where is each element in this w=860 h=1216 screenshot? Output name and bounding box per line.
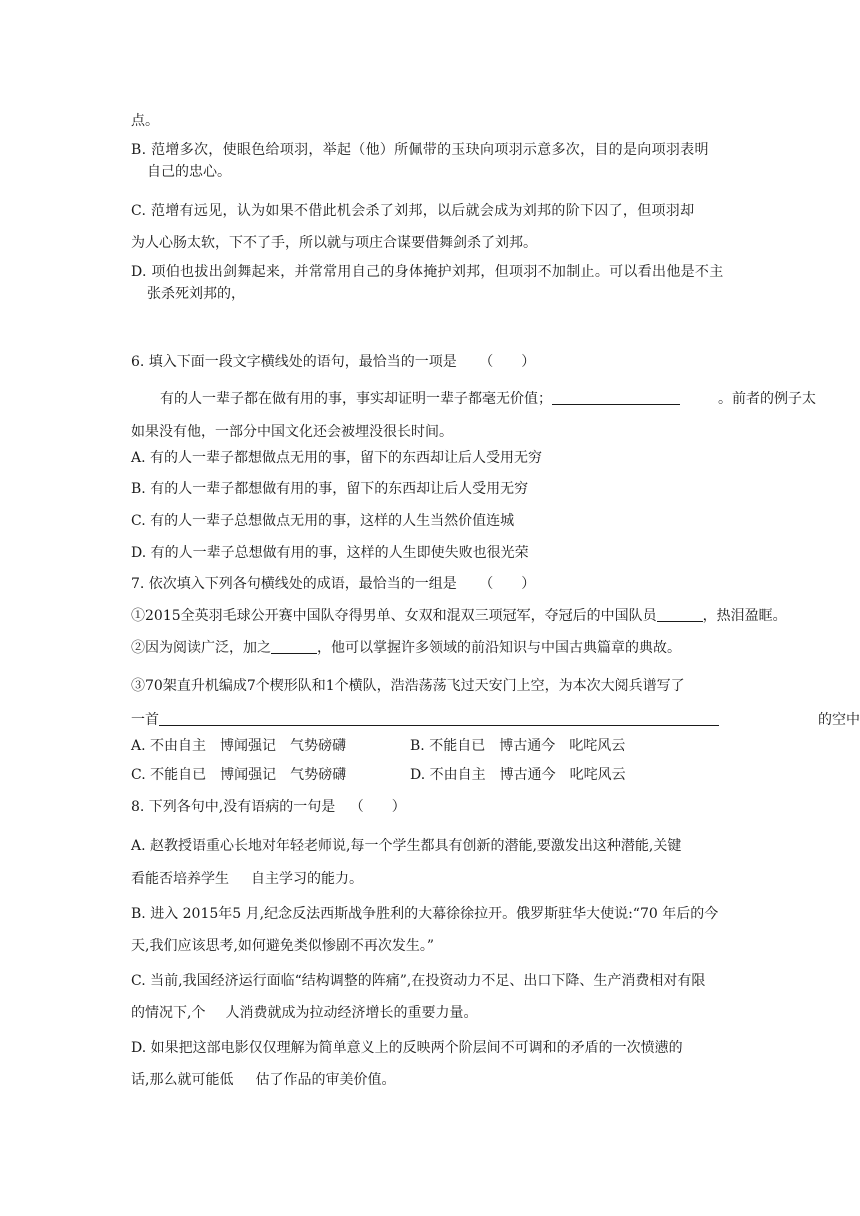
q7-sentence-2 bbox=[131, 638, 681, 658]
q6-passage-text-b: 。前者的例子太 bbox=[718, 391, 816, 407]
q7-option-d: D. 不由自主 博古通今 叱咤风云 bbox=[410, 767, 626, 783]
q5-option-d-line1: D. 项伯也拔出剑舞起来，并常常用自己的身体掩护刘邦，但项羽不加制止。可以看出他是不主 bbox=[131, 264, 724, 280]
q7-option-a: A. 不由自主 博闻强记 气势磅礴 bbox=[131, 738, 347, 754]
q7-stem bbox=[131, 574, 535, 594]
q7-option-b: B. 不能自已 博古通今 叱咤风云 bbox=[410, 738, 626, 754]
q8-answer-paren: （ ） bbox=[349, 799, 406, 815]
q8-option-d-line2-b: 估了作品的审美价值。 bbox=[255, 1072, 396, 1088]
q8-option-c-line2-a: 的情况下,个 bbox=[131, 1005, 206, 1021]
q8-option-a-line2-b: 自主学习的能力。 bbox=[251, 871, 363, 887]
q7-stem-text: 7. 依次填入下列各句横线处的成语，最恰当的一组是 bbox=[131, 576, 457, 592]
q6-passage-text-a: 有的人一辈子都在做有用的事，事实却证明一辈子都毫无价值； bbox=[160, 391, 552, 407]
q6-passage-line1 bbox=[160, 389, 816, 409]
q8-option-d-line2 bbox=[131, 1070, 395, 1090]
q6-stem-text: 6. 填入下面一段文字横线处的语句，最恰当的一项是 bbox=[131, 354, 457, 370]
q8-option-c-line2-b: 人消费就成为拉动经济增长的重要力量。 bbox=[225, 1005, 478, 1021]
q5-option-c-line1: C. 范增有远见，认为如果不借此机会杀了刘邦，以后就会成为刘邦的阶下囚了，但项羽却 bbox=[131, 203, 695, 219]
q8-option-a-line2 bbox=[131, 869, 363, 889]
q6-option-b: B. 有的人一辈子都想做有用的事，留下的东西却让后人受用无穷 bbox=[131, 481, 529, 497]
q7-sentence-1-b: ，热泪盈眶。 bbox=[702, 608, 787, 624]
q5-option-a-tail: 点。 bbox=[131, 113, 159, 129]
q5-option-b-line1: B. 范增多次，使眼色给项羽，举起（他）所佩带的玉玦向项羽示意多次，目的是向项羽表明 bbox=[131, 142, 709, 158]
q6-option-a: A. 有的人一辈子都想做点无用的事，留下的东西却让后人受用无穷 bbox=[131, 450, 543, 466]
q8-option-c-line2 bbox=[131, 1003, 477, 1023]
q5-option-c-line2: 为人心肠太软，下不了手，所以就与项庄合谋要借舞剑杀了刘邦。 bbox=[131, 235, 537, 251]
q8-option-b-line1: B. 进入 2015年5 月,纪念反法西斯战争胜利的大幕徐徐拉开。俄罗斯驻华大使说:“70 年后的今 bbox=[131, 906, 719, 922]
q6-stem bbox=[131, 352, 535, 372]
q5-option-d-line2: 张杀死刘邦的， bbox=[147, 286, 245, 302]
q7-sentence-3-tail: 的空中 bbox=[818, 712, 860, 728]
q7-answer-paren: （ ） bbox=[479, 576, 536, 592]
q7-sentence-1-a: ①2015全英羽毛球公开赛中国队夺得男单、女双和混双三项冠军，夺冠后的中国队员 bbox=[131, 608, 657, 624]
q5-option-b-line2: 自己的忠心。 bbox=[147, 164, 231, 180]
q7-sentence-3-lead: 一首 bbox=[131, 712, 159, 728]
q8-option-a-line2-a: 看能否培养学生 bbox=[131, 871, 229, 887]
q6-option-d: D. 有的人一辈子总想做有用的事，这样的人生即使失败也很光荣 bbox=[131, 545, 529, 561]
q8-option-d-line1: D. 如果把这部电影仅仅理解为简单意义上的反映两个阶层间不可调和的矛盾的一次愤懑的 bbox=[131, 1040, 683, 1056]
q6-option-c: C. 有的人一辈子总想做点无用的事，这样的人生当然价值连城 bbox=[131, 513, 515, 529]
q6-answer-paren: （ ） bbox=[479, 354, 536, 370]
q8-option-d-line2-a: 话,那么就可能低 bbox=[131, 1072, 234, 1088]
q6-passage-line2: 如果没有他，一部分中国文化还会被埋没很长时间。 bbox=[131, 424, 453, 440]
q8-stem-text: 8. 下列各句中,没有语病的一句是 bbox=[131, 799, 336, 815]
q7-sentence-1 bbox=[131, 606, 787, 626]
q7-sentence-2-b: ，他可以掌握许多领域的前沿知识与中国古典篇章的典故。 bbox=[317, 640, 681, 656]
q6-blank bbox=[552, 390, 680, 405]
q8-option-a-line1: A. 赵教授语重心长地对年轻老师说,每一个学生都具有创新的潜能,要激发出这种潜能,关键 bbox=[131, 838, 682, 854]
q7-sentence-3-line2 bbox=[131, 710, 719, 730]
q7-sentence-3-line1: ③70架直升机编成7个楔形队和1个横队，浩浩荡荡飞过天安门上空，为本次大阅兵谱写了 bbox=[131, 678, 685, 694]
q7-blank-2 bbox=[271, 639, 317, 654]
q7-blank-1 bbox=[657, 607, 703, 622]
q8-option-b-line2: 天,我们应该思考,如何避免类似惨剧不再次发生。” bbox=[131, 938, 435, 954]
q7-blank-3 bbox=[159, 711, 719, 726]
q8-option-c-line1: C. 当前,我国经济运行面临“结构调整的阵痛”,在投资动力不足、出口下降、生产消费相对有限 bbox=[131, 973, 706, 989]
q7-sentence-2-a: ②因为阅读广泛，加之 bbox=[131, 640, 271, 656]
q8-stem bbox=[131, 797, 406, 817]
q7-option-c: C. 不能自已 博闻强记 气势磅礴 bbox=[131, 767, 347, 783]
